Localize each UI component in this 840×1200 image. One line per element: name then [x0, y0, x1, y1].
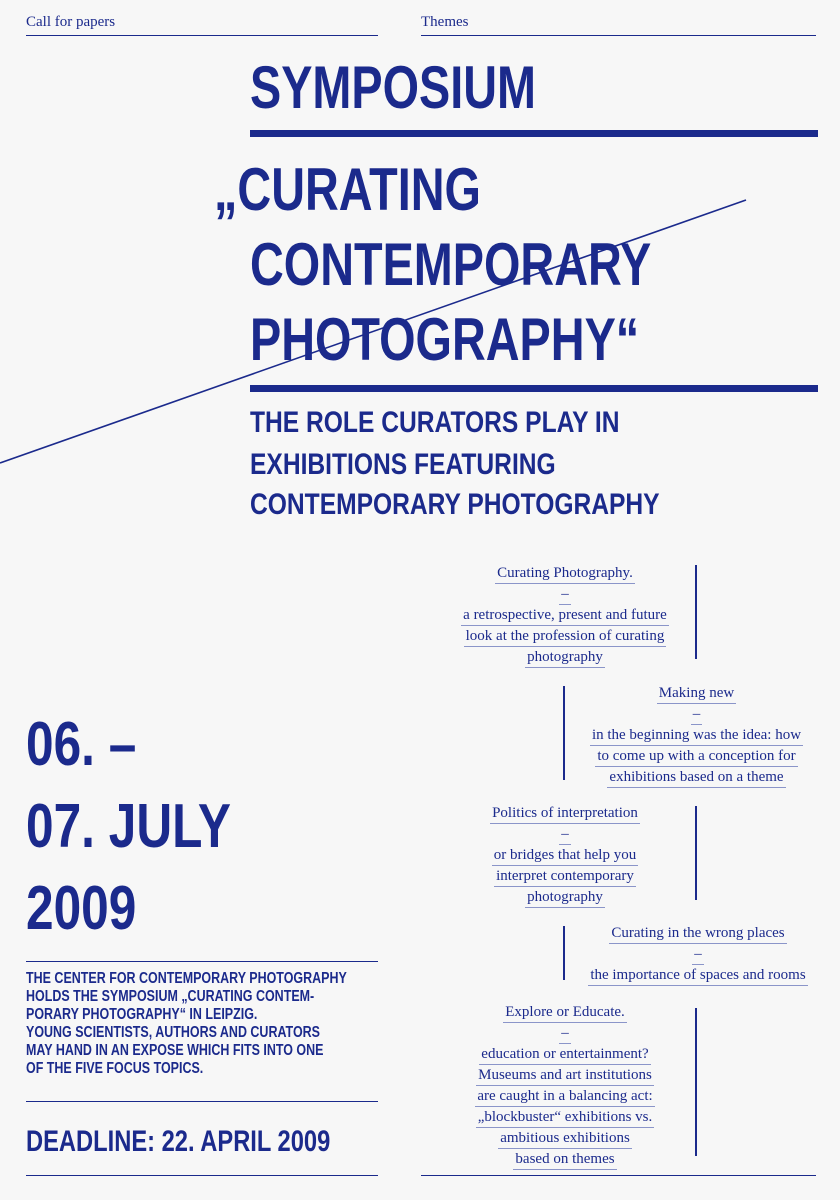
description-line: YOUNG SCIENTISTS, AUTHORS AND CURATORS [26, 1024, 320, 1041]
date-line-3: 2009 [26, 874, 137, 943]
title-line-3: CONTEMPORARY [250, 231, 652, 298]
topic-5-text: are caught in a balancing act: [475, 1086, 654, 1107]
topic-3-title: Politics of interpretation [490, 803, 640, 824]
description-line: THE CENTER FOR CONTEMPORARY PHOTOGRAPHY [26, 970, 347, 987]
topic-2-dash: – [691, 704, 703, 725]
topic-4-dash: – [692, 944, 704, 965]
description [26, 970, 385, 1078]
subtitle-line-1: THE ROLE CURATORS PLAY IN [250, 406, 620, 439]
topic-1-dash: – [559, 584, 571, 605]
topic-2-title: Making new [657, 683, 736, 704]
nav-themes[interactable]: Themes [421, 14, 469, 30]
topic-5-bar [695, 1008, 697, 1156]
title-line-2: „CURATING [214, 156, 481, 223]
title-line-1: SYMPOSIUM [250, 54, 537, 121]
topic-4-text: the importance of spaces and rooms [588, 965, 807, 986]
topic-1-text: photography [525, 647, 605, 668]
description-line: OF THE FIVE FOCUS TOPICS. [26, 1060, 204, 1077]
themes-bottom-rule [421, 1175, 816, 1176]
deadline-rule [26, 1175, 378, 1176]
subtitle-line-3: CONTEMPORARY PHOTOGRAPHY [250, 488, 660, 521]
topic-1-text: a retrospective, present and future [461, 605, 669, 626]
topic-3-text: photography [525, 887, 605, 908]
description-rule [26, 1101, 378, 1102]
topic-1-bar [695, 565, 697, 659]
topic-2-bar [563, 686, 565, 780]
topic-4 [569, 923, 827, 986]
description-line: HOLDS THE SYMPOSIUM „CURATING CONTEM- [26, 988, 315, 1005]
date-rule [26, 961, 378, 962]
topic-5-text: „blockbuster“ exhibitions vs. [476, 1107, 655, 1128]
topic-5 [440, 1002, 690, 1170]
title-line-4: PHOTOGRAPHY“ [250, 306, 640, 373]
date-line-1: 06. – [26, 710, 137, 779]
topic-1-text: look at the profession of curating [464, 626, 667, 647]
topic-2 [569, 683, 824, 788]
topic-3-dash: – [559, 824, 571, 845]
topic-5-text: education or entertainment? [479, 1044, 650, 1065]
topic-2-text: in the beginning was the idea: how [590, 725, 803, 746]
topic-3-text: or bridges that help you [492, 845, 638, 866]
topic-2-text: exhibitions based on a theme [607, 767, 785, 788]
topic-5-text: based on themes [513, 1149, 616, 1170]
title-rule-bottom [250, 385, 818, 392]
topic-1 [440, 563, 690, 668]
topic-2-text: to come up with a conception for [595, 746, 797, 767]
topic-3-bar [695, 806, 697, 900]
nav-call-for-papers[interactable]: Call for papers [26, 14, 116, 30]
date-line-2: 07. JULY [26, 792, 231, 861]
topic-5-text: Museums and art institutions [476, 1065, 654, 1086]
topic-3-text: interpret contemporary [494, 866, 636, 887]
topic-5-dash: – [559, 1023, 571, 1044]
title-rule-top [250, 130, 818, 137]
topic-5-title: Explore or Educate. [503, 1002, 627, 1023]
description-line: MAY HAND IN AN EXPOSE WHICH FITS INTO ONE [26, 1042, 324, 1059]
subtitle-line-2: EXHIBITIONS FEATURING [250, 448, 556, 481]
topic-3 [440, 803, 690, 908]
topic-1-title: Curating Photography. [495, 563, 635, 584]
topic-5-text: ambitious exhibitions [498, 1128, 632, 1149]
description-line: PORARY PHOTOGRAPHY“ IN LEIPZIG. [26, 1006, 258, 1023]
topic-4-title: Curating in the wrong places [609, 923, 786, 944]
deadline: DEADLINE: 22. APRIL 2009 [26, 1125, 331, 1158]
topic-4-bar [563, 926, 565, 980]
